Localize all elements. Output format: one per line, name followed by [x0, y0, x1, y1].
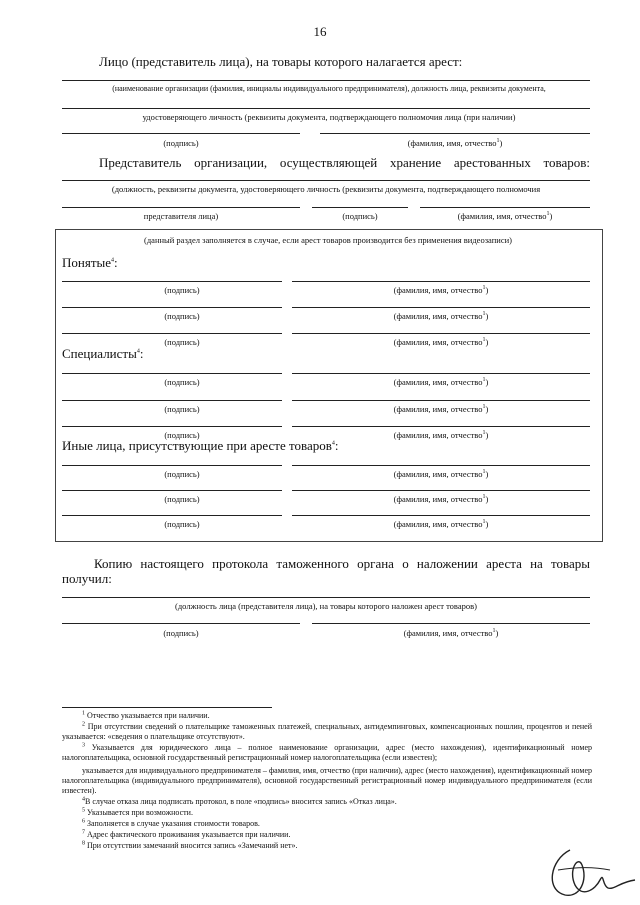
other-2-fio-caption: (фамилия, имя, отчество$^1$) [393, 494, 489, 504]
copy-received-heading-tail: получил: [62, 571, 112, 586]
arrest-person-fio-caption: (фамилия, имя, отчество$^1$) [407, 138, 503, 148]
storage-rep-position-line[interactable] [62, 180, 590, 181]
witness-2-fio-caption: (фамилия, имя, отчество$^1$) [393, 311, 489, 321]
other-3-signature-caption: (подпись) [164, 519, 200, 529]
handwritten-signature [540, 840, 640, 905]
other-3-fio-line[interactable] [292, 515, 590, 516]
copy-received-fio-caption: (фамилия, имя, отчество$^1$) [403, 628, 499, 638]
arrest-person-signature-caption: (подпись) [163, 138, 199, 148]
other-2-fio-line[interactable] [292, 490, 590, 491]
witness-1-fio-caption: (фамилия, имя, отчество$^1$) [393, 285, 489, 295]
footnote-8: $^8$ При отсутствии замечаний вносится запись «Замечаний нет». [82, 840, 298, 850]
other-2-signature-caption: (подпись) [164, 494, 200, 504]
specialist-1-fio-caption: (фамилия, имя, отчество$^1$) [393, 377, 489, 387]
specialist-1-fio-line[interactable] [292, 373, 590, 374]
arrest-person-fio-line[interactable] [320, 133, 590, 134]
witness-1-signature-caption: (подпись) [164, 285, 200, 295]
witness-3-fio-line[interactable] [292, 333, 590, 334]
other-3-signature-line[interactable] [62, 515, 282, 516]
specialist-3-signature-caption: (подпись) [164, 430, 200, 440]
footnote-3-continued: указывается для индивидуального предпринимателя – фамилия, имя, отчество (при наличии), адрес (место нахождения), идентификационный номер налогоплательщика (индивидуального предпринимателя), основной государственный регистрационный номер индивидуального предпринимателя (если известен). [62, 766, 592, 795]
footnote-1: $^1$ Отчество указывается при наличии. [82, 710, 210, 720]
specialist-2-signature-caption: (подпись) [164, 404, 200, 414]
copy-received-position-line[interactable] [62, 597, 590, 598]
specialist-3-fio-line[interactable] [292, 426, 590, 427]
copy-received-heading: Копию настоящего протокола таможенного органа о наложении ареста на товары [94, 556, 590, 571]
storage-rep-signature-caption: (подпись) [342, 211, 378, 221]
copy-received-fio-line[interactable] [312, 623, 590, 624]
storage-rep-heading: Представитель организации, осуществляющей хранение арестованных товаров: [99, 155, 591, 170]
other-persons-title: Иные лица, присутствующие при аресте товаров$^4$: [62, 438, 339, 453]
specialist-3-fio-caption: (фамилия, имя, отчество$^1$) [393, 430, 489, 440]
witness-2-fio-line[interactable] [292, 307, 590, 308]
arrest-person-identity-caption: удостоверяющего личность (реквизиты документа, подтверждающего полномочия лица (при наличии) [142, 112, 516, 122]
storage-rep-position-caption: (должность, реквизиты документа, удостоверяющего личность (реквизиты документа, подтверждающего полномочия [111, 184, 541, 194]
other-2-signature-line[interactable] [62, 490, 282, 491]
witnesses-title: Понятые$^4$: [62, 255, 118, 270]
storage-rep-fio-caption: (фамилия, имя, отчество$^1$) [457, 211, 553, 221]
arrest-person-identity-line[interactable] [62, 108, 590, 109]
witness-2-signature-line[interactable] [62, 307, 282, 308]
witness-section-note: (данный раздел заполняется в случае, если арест товаров производится без применения видеозаписи) [144, 235, 512, 245]
storage-rep-name-line[interactable] [62, 207, 300, 208]
other-1-signature-line[interactable] [62, 465, 282, 466]
footnote-3: $^3$ Указывается для юридического лица – полное наименование организации, адрес (место нахождения), идентификационный номер налогоплательщика, основной государственный регистрационный номер налогоплательщика (если известен); [62, 742, 592, 762]
storage-rep-fio-line[interactable] [420, 207, 590, 208]
witness-1-fio-line[interactable] [292, 281, 590, 282]
arrest-person-signature-line[interactable] [62, 133, 300, 134]
other-1-fio-line[interactable] [292, 465, 590, 466]
storage-rep-signature-line[interactable] [312, 207, 408, 208]
other-1-signature-caption: (подпись) [164, 469, 200, 479]
copy-received-signature-line[interactable] [62, 623, 300, 624]
footnote-4: $^4$В случае отказа лица подписать протокол, в поле «подпись» вносится запись «Отказ лица». [82, 796, 397, 806]
footnote-5: $^5$ Указывается при возможности. [82, 807, 193, 817]
arrest-person-name-line[interactable] [62, 80, 590, 81]
specialist-3-signature-line[interactable] [62, 426, 282, 427]
witness-1-signature-line[interactable] [62, 281, 282, 282]
footnote-6: $^6$ Заполняется в случае указания стоимости товаров. [82, 818, 260, 828]
page-number: 16 [313, 24, 327, 39]
other-3-fio-caption: (фамилия, имя, отчество$^1$) [393, 519, 489, 529]
specialist-2-fio-caption: (фамилия, имя, отчество$^1$) [393, 404, 489, 414]
specialist-1-signature-line[interactable] [62, 373, 282, 374]
witness-3-signature-line[interactable] [62, 333, 282, 334]
footnote-2: $^2$ При отсутствии сведений о плательщике таможенных платежей, специальных, антидемпинговых, компенсационных пошлин, процентов и пеней указывается: «сведения о плательщике отсутствуют». [62, 721, 592, 741]
witness-3-signature-caption: (подпись) [164, 337, 200, 347]
witness-3-fio-caption: (фамилия, имя, отчество$^1$) [393, 337, 489, 347]
specialist-1-signature-caption: (подпись) [164, 377, 200, 387]
copy-received-signature-caption: (подпись) [163, 628, 199, 638]
arrest-person-name-caption: (наименование организации (фамилия, инициалы индивидуального предпринимателя), должность лица, реквизиты документа, [112, 84, 546, 93]
specialist-2-signature-line[interactable] [62, 400, 282, 401]
specialist-2-fio-line[interactable] [292, 400, 590, 401]
other-1-fio-caption: (фамилия, имя, отчество$^1$) [393, 469, 489, 479]
footnote-7: $^7$ Адрес фактического проживания указывается при наличии. [82, 829, 291, 839]
copy-received-position-caption: (должность лица (представителя лица), на товары которого наложен арест товаров) [175, 601, 477, 611]
witness-2-signature-caption: (подпись) [164, 311, 200, 321]
footnote-separator [62, 707, 272, 708]
storage-rep-name-caption: представителя лица) [143, 211, 219, 221]
specialists-title: Специалисты$^4$: [62, 346, 144, 361]
arrest-person-heading: Лицо (представитель лица), на товары которого налагается арест: [99, 54, 463, 69]
